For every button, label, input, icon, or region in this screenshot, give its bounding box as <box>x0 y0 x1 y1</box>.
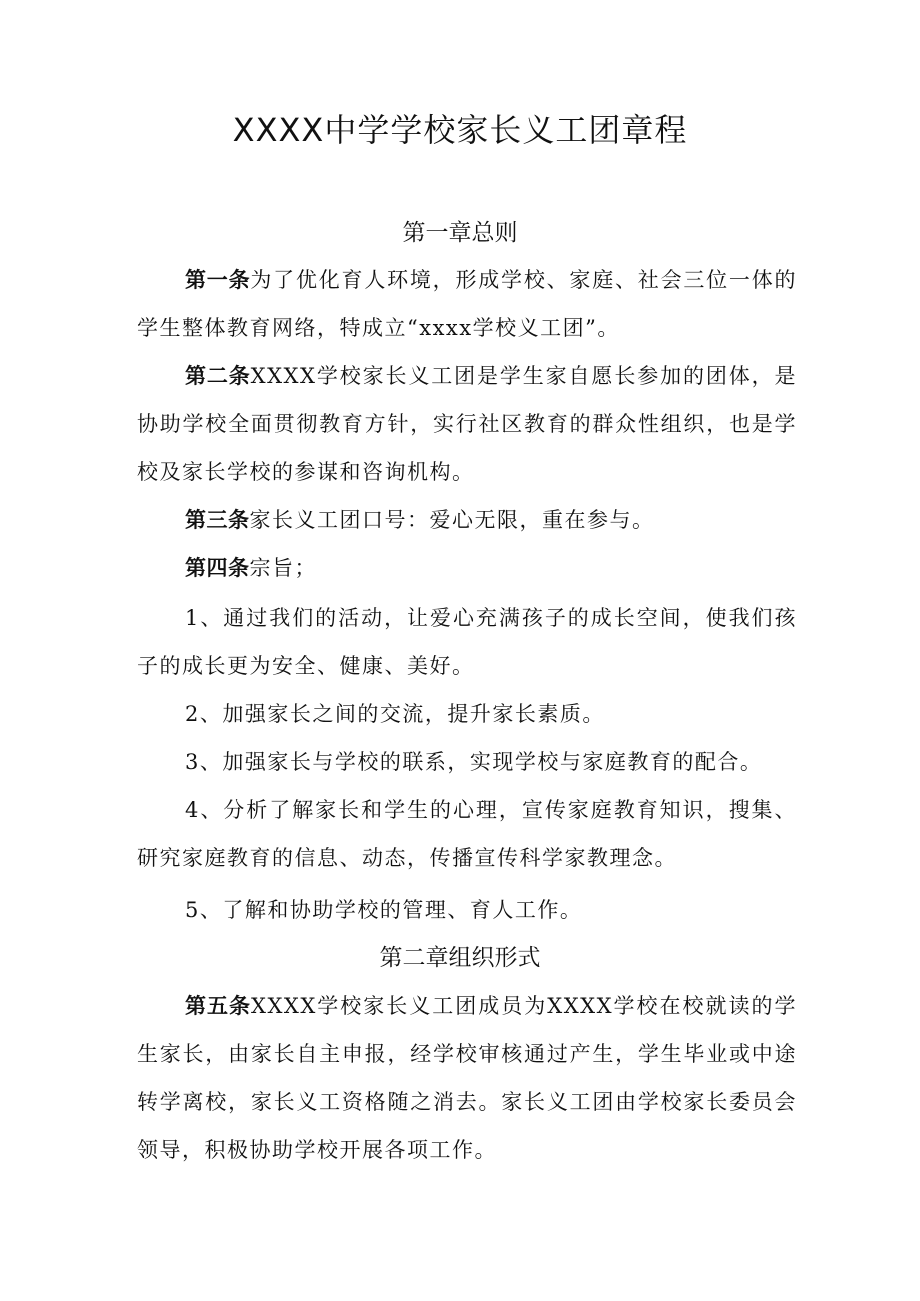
article-2-text: XXXX学校家长义工团是学生家自愿长参加的团体，是协助学校全面贯彻教育方针，实行社区教育的群众性组织，也是学校及家长学校的参谋和咨询机构。 <box>137 364 797 484</box>
article-4-lead: 第四条 <box>185 556 250 580</box>
list-item-1: 1、通过我们的活动，让爱心充满孩子的成长空间，使我们孩子的成长更为安全、健康、美好。 <box>137 606 797 678</box>
list-item-5: 5、了解和协助学校的管理、育人工作。 <box>185 898 583 922</box>
article-2-lead: 第二条 <box>185 364 251 388</box>
article-4 <box>137 544 797 592</box>
article-4-text: 宗旨； <box>249 556 317 580</box>
article-5-lead: 第五条 <box>185 994 251 1018</box>
list-item-3: 3、加强家长与学校的联系，实现学校与家庭教育的配合。 <box>185 750 763 774</box>
list-item-4: 4、分析了解家长和学生的心理，宣传家庭教育知识，搜集、研究家庭教育的信息、动态，传播宣传科学家教理念。 <box>137 798 797 870</box>
article-1-text: 为了优化育人环境，形成学校、家庭、社会三位一体的学生整体教育网络，特成立“xxxx学校义工团”。 <box>137 268 798 340</box>
article-1-lead: 第一条 <box>185 268 251 292</box>
list-item-2: 2、加强家长之间的交流，提升家长素质。 <box>185 702 605 726</box>
article-3-lead: 第三条 <box>185 508 250 532</box>
article-2 <box>137 352 797 496</box>
chapter-2-heading: 第二章组织形式 <box>379 945 541 971</box>
chapter-1-heading: 第一章总则 <box>402 220 518 246</box>
article-3-text: 家长义工团口号：爱心无限，重在参与。 <box>249 508 655 532</box>
article-5-text: XXXX学校家长义工团成员为XXXX学校在校就读的学生家长，由家长自主申报，经学校审核通过产生，学生毕业或中途转学离校，家长义工资格随之消去。家长义工团由学校家长委员会领导，积极协助学校开展各项工作。 <box>137 994 798 1162</box>
article-5 <box>137 982 797 1174</box>
article-1 <box>137 256 797 352</box>
document-title: XXXX中学学校家长义工团章程 <box>232 111 688 149</box>
article-3 <box>137 496 797 544</box>
